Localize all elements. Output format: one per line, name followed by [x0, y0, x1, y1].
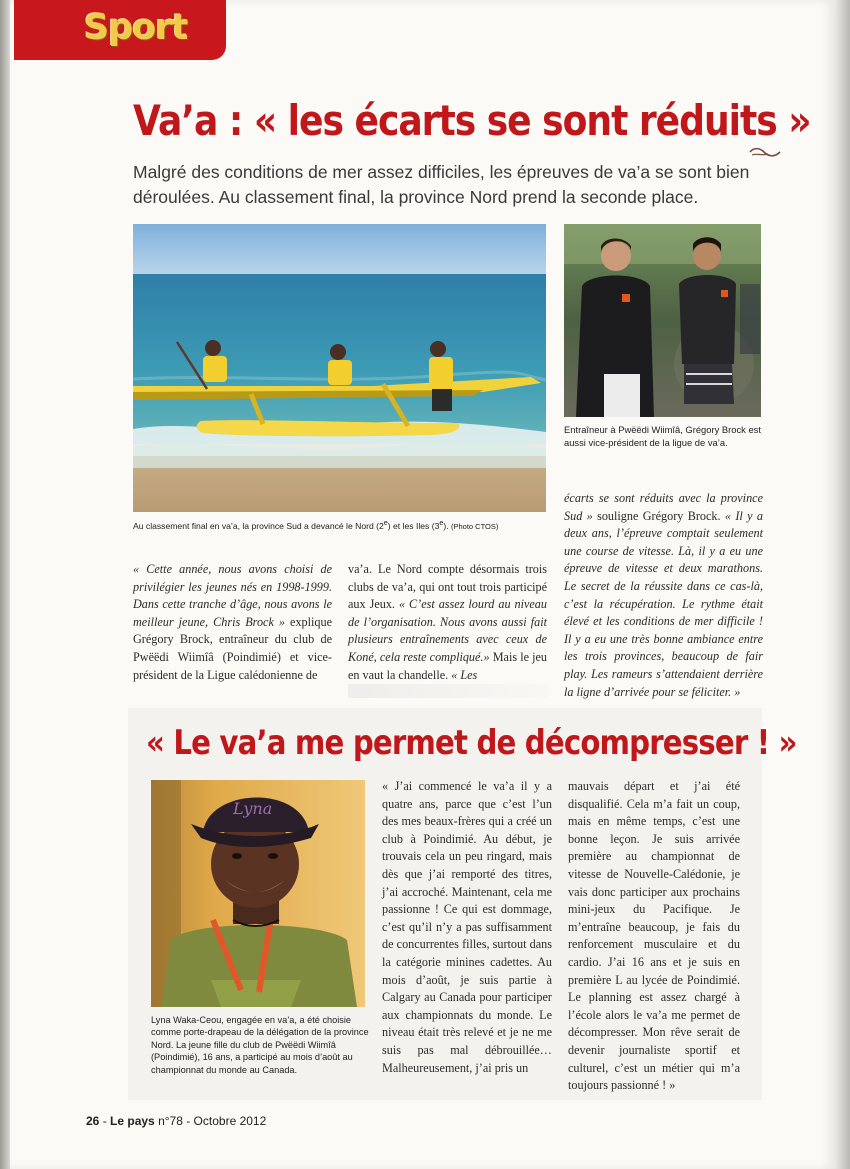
canoe-race-photo [133, 224, 546, 512]
caption-sup: e [439, 519, 444, 527]
page-footer [86, 1114, 266, 1128]
page-spine-shadow [0, 0, 10, 1169]
footer-separator: - [99, 1114, 111, 1128]
interview-column-2: mauvais départ et j’ai été disqualifié. Cela m’a fait un coup, mais en même temps, c’est une bonne leçon. Je suis arrivée première au championnat de vitesse de Nouvelle-Calédonie, je vais donc participer aux prochains mini-jeux du Pacifique. Je m’entraîne beaucoup, je fais du renforcement musculaire et du cardio. J’ai 16 ans et je suis en première L au lycée de Poindimié. Le planning est assez chargé à l’école alors le va’a me permet de décompresser. Mon rêve serait de devenir journaliste sportif et culturel, c’est un métier qui m’a toujours passionné ! » [568, 779, 740, 1093]
lyna-portrait-photo [151, 780, 365, 1007]
section-tab [14, 0, 226, 60]
issue-info: n°78 - Octobre 2012 [154, 1114, 267, 1128]
quote-text: « Les [451, 667, 478, 682]
body-text: va’a. Le Nord compte désormais trois clubs de va’a, qui ont tout trois participé aux Jeux. [348, 562, 547, 612]
article-standfirst: Malgré des conditions de mer assez difficiles, les épreuves de va’a se sont bien déroulées. Au classement final, la province Nord prend la seconde place. [133, 162, 750, 207]
photo-credit: (Photo CTOS) [451, 521, 499, 531]
caption-sup: e [383, 519, 388, 527]
page-edge [835, 0, 850, 1169]
article-headline: Va’a : « les écarts se sont réduits » [133, 96, 811, 145]
scan-ghost-line [348, 684, 548, 698]
coaches-photo-caption: Entraîneur à Pwëëdi Wiimîâ, Grégory Brock est aussi vice-président de la ligue de va’a. [564, 424, 761, 448]
article-column-1 [133, 561, 332, 684]
magazine-name: Le pays [110, 1114, 155, 1128]
interview-headline: « Le va’a me permet de décompresser ! » [146, 723, 797, 763]
caption-text: Au classement final en va’a, la province Sud a devancé le Nord (2 [133, 520, 384, 531]
coaches-photo [564, 224, 761, 417]
article-column-2 [348, 561, 547, 684]
article-column-3 [564, 490, 763, 701]
body-text: explique Grégory Brock, entraîneur du club de Pwëëdi Wiimîâ (Poindimié) et vice-président de la Ligue calédonienne de [133, 614, 333, 682]
interview-column-1: « J’ai commencé le va’a il y a quatre ans, parce que c’est l’un des mes beaux-frères qui a créé un club à Poindimié. Au début, je trouvais cela un peu ringard, mais dès que j’ai remporté des titres, j’ai accroché. Maintenant, cela me passionne ! Ce qui est dommage, c’est qu’il n’y a pas suffisamment de concurrentes filles, surtout dans la catégorie minines cadettes. Au mois d’août, je suis partie à Calgary au Canada pour participer aux championnats du monde. Le niveau était très relevé et je ne me suis pas mal débrouillée… Malheureusement, j’ai pris un [382, 779, 552, 1075]
body-text: Mais le jeu en vaut la chandelle. [348, 649, 547, 682]
body-text: souligne Grégory Brock. [592, 508, 725, 523]
cap-lettering: Lyna [233, 799, 273, 818]
quote-text: « C’est assez lourd au niveau de l’organisation. Nous avons aussi fait plusieurs entraînements avec ceux de Koné, cela reste compliqué.» [348, 597, 547, 664]
quote-text: « Cette année, nous avons choisi de privilégier les jeunes nés en 1998-1999. Dans cette tranche d’âge, nous avons le meilleur jeune, Chris Brock » [133, 562, 332, 629]
canoe-photo-caption [133, 519, 553, 531]
lyna-photo-caption: Lyna Waka-Ceou, engagée en va’a, a été choisie comme porte-drapeau de la délégation de la province Nord. La jeune fille du club de Pwëëdi Wiimîâ (Poindimié), 16 ans, a participé au mois d’août au championnat du monde au Canada. [151, 1015, 369, 1075]
page-number: 26 [86, 1114, 100, 1128]
quote-text: écarts se sont réduits avec la province Sud » [564, 491, 763, 523]
caption-text-end: ). [443, 520, 449, 531]
quote-text: « Il y a deux ans, l’épreuve comptait seulement une course de vitesse. Là, il y a eu une épreuve de vitesse et deux marathons. Le secret de la réussite dans ce cas-là, c’est la récupération. Le rythme était élevé et les conditions de mer difficile ! Il y a eu une très bonne ambiance entre les trois provinces, beaucoup de fair play. Les rameurs s’attendaient derrière la ligne d’arrivée pour se féliciter. » [564, 508, 763, 699]
section-label: Sport [84, 8, 188, 48]
caption-text-mid: ) et les Iles (3 [387, 520, 440, 531]
